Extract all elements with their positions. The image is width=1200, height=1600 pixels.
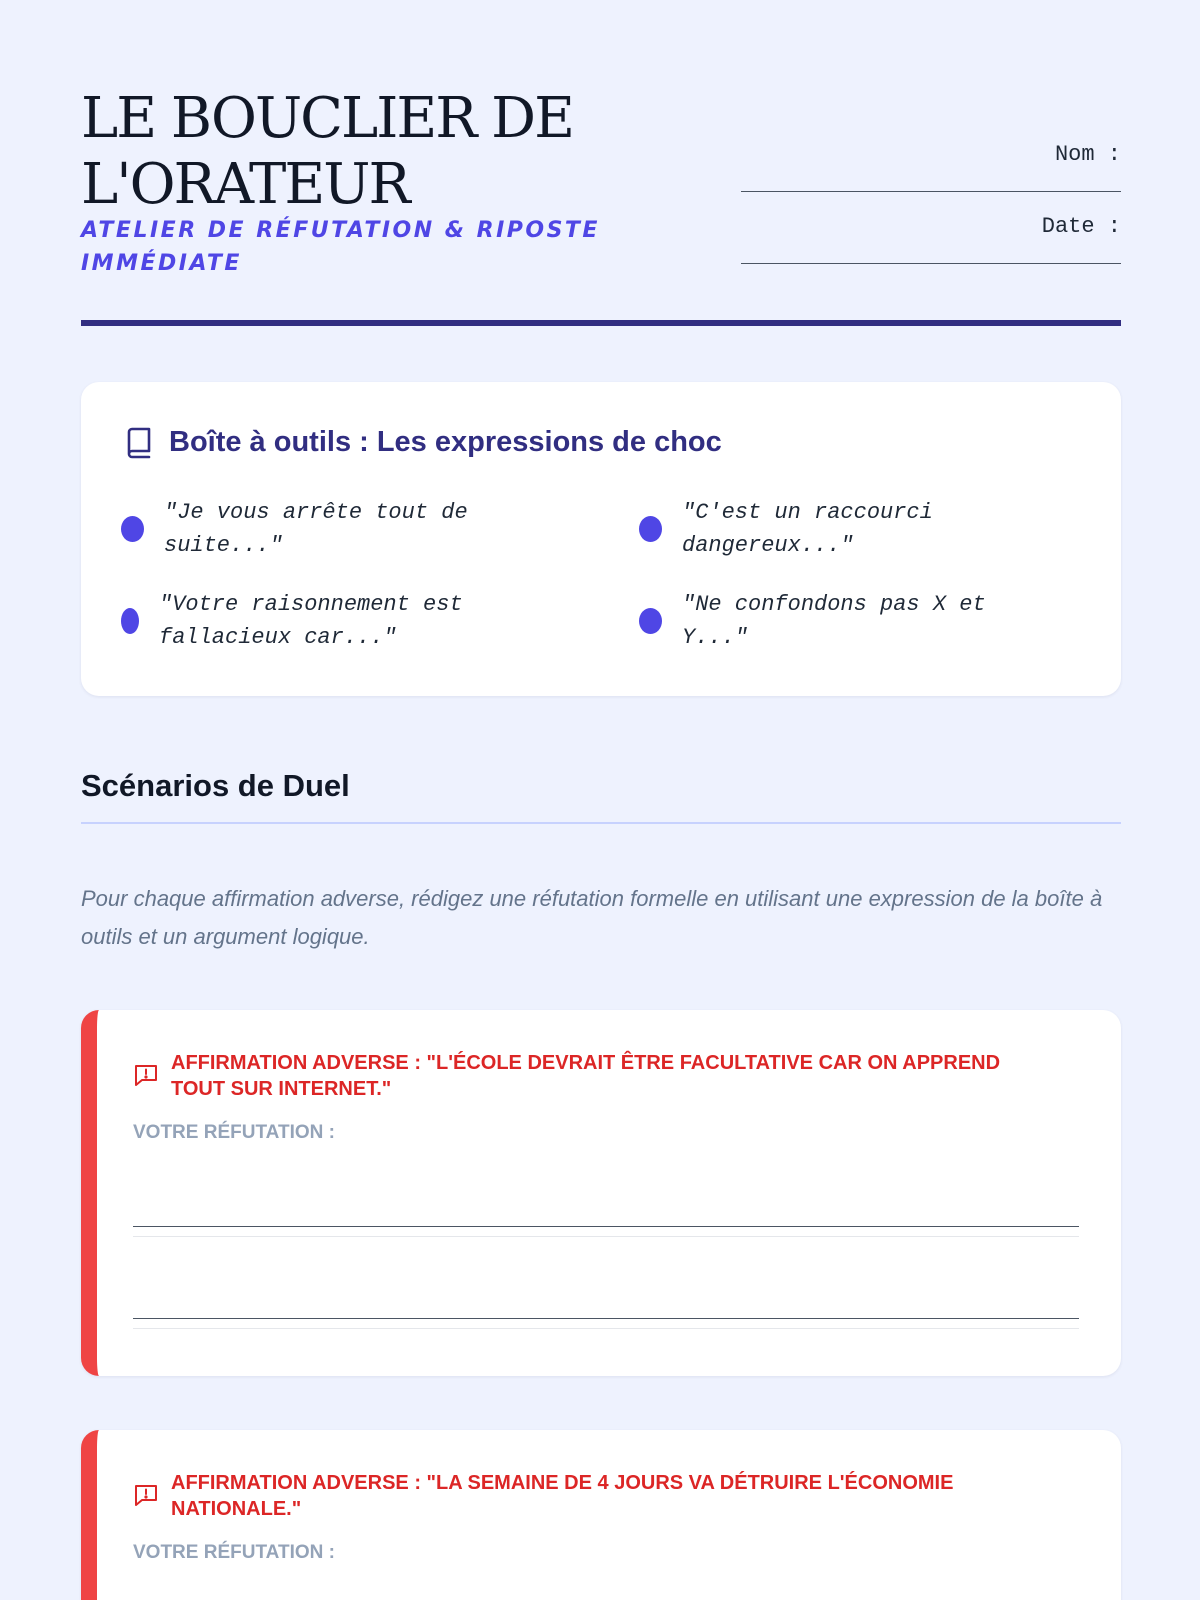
scenario-card bbox=[81, 1010, 1121, 1376]
alert-message-icon bbox=[133, 1482, 159, 1508]
expression-item bbox=[639, 588, 1019, 654]
alert-message-icon bbox=[133, 1062, 159, 1088]
header-divider bbox=[81, 320, 1121, 326]
section-title: Scénarios de Duel bbox=[81, 768, 350, 803]
expression-item bbox=[639, 496, 1019, 562]
response-label: VOTRE RÉFUTATION : bbox=[133, 1122, 335, 1143]
response-label: VOTRE RÉFUTATION : bbox=[133, 1542, 335, 1563]
date-line[interactable] bbox=[741, 263, 1121, 264]
scenario-card bbox=[81, 1430, 1121, 1600]
page-subtitle: ATELIER DE RÉFUTATION & RIPOSTE IMMÉDIATE bbox=[81, 218, 600, 276]
book-icon bbox=[125, 427, 153, 459]
name-field[interactable] bbox=[741, 142, 1121, 192]
name-label: Nom : bbox=[1054, 142, 1121, 167]
expression-text: "Ne confondons pas X et Y..." bbox=[682, 592, 986, 650]
toolbox-heading bbox=[125, 426, 722, 459]
date-label: Date : bbox=[1041, 214, 1121, 239]
bullet-dot bbox=[639, 608, 662, 634]
instructions-text: Pour chaque affirmation adverse, rédigez une réfutation formelle en utilisant une expression de la boîte à outils et un argument logique. bbox=[81, 886, 1103, 949]
answer-line[interactable] bbox=[133, 1226, 1079, 1227]
name-line[interactable] bbox=[741, 191, 1121, 192]
claim-row bbox=[133, 1050, 1053, 1102]
date-field[interactable] bbox=[741, 214, 1121, 264]
bullet-dot bbox=[121, 516, 144, 542]
answer-guide-line bbox=[133, 1236, 1079, 1237]
header bbox=[81, 86, 1121, 326]
toolbox-title: Boîte à outils : Les expressions de choc bbox=[169, 426, 722, 458]
claim-text: AFFIRMATION ADVERSE : "L'ÉCOLE DEVRAIT ÊTRE FACULTATIVE CAR ON APPREND TOUT SUR INTERNET." bbox=[171, 1052, 1001, 1100]
expression-text: "C'est un raccourci dangereux..." bbox=[682, 500, 933, 558]
expression-item bbox=[121, 496, 501, 562]
expression-text: "Votre raisonnement est fallacieux car..." bbox=[159, 592, 463, 650]
answer-guide-line bbox=[133, 1328, 1079, 1329]
answer-line[interactable] bbox=[133, 1318, 1079, 1319]
expression-text: "Je vous arrête tout de suite..." bbox=[164, 500, 468, 558]
expression-item bbox=[121, 588, 501, 654]
page-title: LE BOUCLIER DE L'ORATEUR bbox=[81, 86, 573, 217]
claim-row bbox=[133, 1470, 1053, 1522]
claim-text: AFFIRMATION ADVERSE : "LA SEMAINE DE 4 JOURS VA DÉTRUIRE L'ÉCONOMIE NATIONALE." bbox=[171, 1472, 954, 1520]
bullet-dot bbox=[121, 608, 139, 634]
bullet-dot bbox=[639, 516, 662, 542]
section-divider bbox=[81, 822, 1121, 824]
toolbox-card bbox=[81, 382, 1121, 696]
